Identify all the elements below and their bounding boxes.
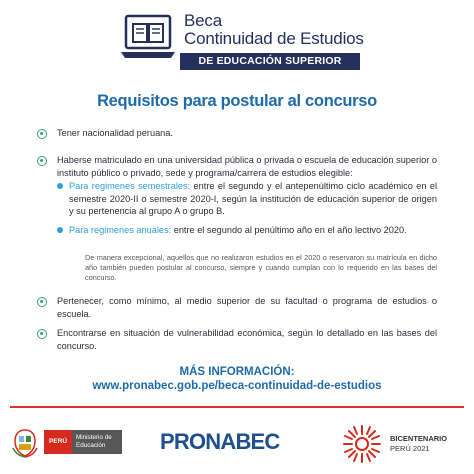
sub-item-text	[69, 180, 437, 218]
requirement-text: Haberse matriculado en una universidad pública o privada o escuela de educación superior o instituto público o privado, sede y programa/carrera de estudios elegible:	[57, 155, 437, 178]
sub-item-body: entre el segundo y el antepenúltimo ciclo académico en el semestre 2020-II o semestre 2020-I, según la institución de educación superior de origen y su pertenencia al grupo A o grupo B.	[69, 181, 437, 216]
bullet-icon	[37, 156, 47, 166]
logo-title-line1: Beca	[184, 11, 222, 30]
sub-item-text	[69, 224, 437, 237]
sub-item-body: entre el segundo al penúltimo año en el año lectivo 2020.	[171, 225, 407, 235]
peru-label: PERÚ	[44, 430, 72, 454]
bicentenario-title: BICENTENARIO	[390, 434, 448, 443]
requirement-text: Encontrarse en situación de vulnerabilidad económica, según lo detallado en las bases del concurso.	[57, 328, 437, 351]
bullet-icon	[37, 297, 47, 307]
footer-divider	[10, 406, 464, 408]
sub-bullet-icon	[57, 183, 63, 189]
bicentenario-icon	[340, 422, 384, 466]
beca-logo	[120, 6, 364, 72]
requirement-text: Pertenecer, como mínimo, al medio superior de su facultad o programa de estudios o escuela.	[57, 296, 437, 319]
ministerio-label: Ministerio de Educación	[72, 430, 122, 454]
logo-subtitle-bar: DE EDUCACIÓN SUPERIOR	[180, 53, 360, 70]
sub-bullet-icon	[57, 227, 63, 233]
requirement-text: Tener nacionalidad peruana.	[57, 128, 173, 138]
logo-title-line2: Continuidad de Estudios	[184, 29, 364, 48]
exception-note: De manera excepcional, aquellos que no realizaron estudios en el 2020 o reservaron su matrícula en dicho año también pueden postular al concurso, siempre y cuando cumplan con lo requerido en las bases del concurso.	[85, 253, 437, 282]
more-info-heading: MÁS INFORMACIÓN:	[179, 366, 295, 378]
bicentenario-subtitle: PERÚ 2021	[390, 444, 430, 453]
sub-item-label: Para regimenes anuales:	[69, 225, 172, 235]
bullet-icon	[37, 329, 47, 339]
page-title: Requisitos para postular al concurso	[97, 92, 377, 110]
sub-item-label: Para regimenes semestrales:	[69, 181, 191, 191]
more-info-link[interactable]: www.pronabec.gob.pe/beca-continuidad-de-estudios	[92, 380, 382, 392]
bullet-icon	[37, 129, 47, 139]
peru-coat-of-arms-icon	[10, 428, 40, 458]
laptop-book-icon	[120, 8, 176, 66]
pronabec-logo: PRONABEC	[160, 429, 280, 454]
